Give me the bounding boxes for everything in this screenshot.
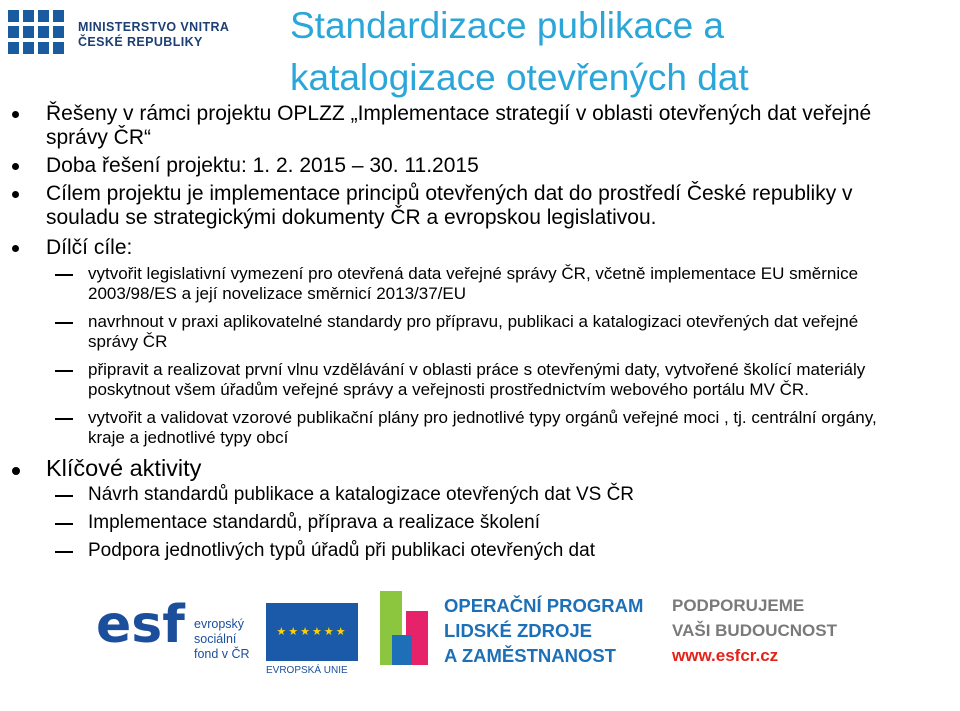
esf-sub-line3: fond v ČR (194, 647, 250, 661)
dash-icon (55, 551, 73, 553)
bullet-text: Řešeny v rámci projektu OPLZZ „Implementace strategií v oblasti otevřených dat veřejné správy ČR“ (46, 102, 872, 149)
subgoal-item (0, 312, 908, 352)
dash-icon (55, 523, 73, 525)
activity-item (0, 484, 908, 506)
subgoal-text: vytvořit legislativní vymezení pro otevřená data veřejné správy ČR, včetně implementace EU směrnice 2003/98/ES a její novelizace směrnicí 2013/37/EU (88, 264, 859, 303)
activity-item (0, 540, 908, 562)
subgoal-text: navrhnout v praxi aplikovatelné standardy pro přípravu, publikaci a katalogizaci otevřených dat veřejné správy ČR (88, 312, 859, 351)
ministry-logo (8, 10, 238, 60)
dash-icon (55, 322, 73, 324)
bullet-dot-icon (12, 245, 19, 252)
activity-item (0, 512, 908, 534)
dash-icon (55, 418, 73, 420)
bullet-goal (0, 182, 926, 230)
esf-sub-line1: evropský (194, 617, 245, 631)
subgoal-item (0, 408, 908, 448)
op-line2: LIDSKÉ ZDROJE (444, 620, 593, 641)
subgoal-text: připravit a realizovat první vlnu vzdělávání v oblasti práce s otevřenými daty, vytvořené školící materiály poskytnout všem úřadům veřejné správy a veřejnosti prostřednictvím webového portálu MV ČR. (88, 360, 866, 399)
eu-label: EVROPSKÁ UNIE (266, 665, 348, 676)
bullet-dot-icon (12, 467, 20, 475)
slide-title (290, 0, 950, 104)
activity-text: Návrh standardů publikace a katalogizace otevřených dat VS ČR (88, 484, 635, 505)
bullet-text: Doba řešení projektu: 1. 2. 2015 – 30. 11.2015 (46, 154, 479, 177)
slide-title-line1: Standardizace publikace a (290, 5, 725, 46)
op-line3: A ZAMĚSTNANOST (444, 645, 616, 666)
support-line1: PODPORUJEME (672, 596, 805, 615)
ministry-name-line2: ČESKÉ REPUBLIKY (78, 35, 203, 49)
esf-logo-subtitle (194, 617, 250, 662)
op-line1: OPERAČNÍ PROGRAM (444, 595, 644, 616)
subgoal-item (0, 264, 908, 304)
bullet-text: Dílčí cíle: (46, 236, 133, 259)
footer-logos (0, 585, 960, 711)
op-logo-text (444, 593, 643, 668)
dash-icon (55, 495, 73, 497)
dash-icon (55, 370, 73, 372)
bullet-subgoals (0, 236, 926, 260)
bullet-text: Klíčové aktivity (46, 455, 202, 481)
esf-logo (96, 589, 356, 676)
dash-icon (55, 274, 73, 276)
ministry-emblem-icon (8, 10, 64, 56)
bullet-project (0, 102, 926, 150)
activity-text: Podpora jednotlivých typů úřadů při publikaci otevřených dat (88, 540, 595, 561)
bullet-dot-icon (12, 111, 19, 118)
eu-flag-icon: ★★★★★★ (266, 603, 358, 661)
op-mark-icon (380, 591, 430, 665)
slide-title-line2: katalogizace otevřených dat (290, 57, 749, 98)
support-slogan (672, 593, 837, 668)
subgoal-text: vytvořit a validovat vzorové publikační plány pro jednotlivé typy orgánů veřejné moci , tj. centrální orgány, kraje a jednotlivé typy obcí (88, 408, 877, 447)
ministry-name-line1: MINISTERSTVO VNITRA (78, 20, 230, 34)
bullet-dot-icon (12, 191, 19, 198)
bullet-dot-icon (12, 163, 19, 170)
bullet-text: Cílem projektu je implementace principů otevřených dat do prostředí České republiky v souladu se strategickými dokumenty ČR a evropskou legislativou. (46, 182, 853, 229)
slide-content (0, 102, 960, 568)
op-logo (380, 587, 660, 677)
activity-text: Implementace standardů, příprava a realizace školení (88, 512, 541, 533)
esf-logo-text: esf (96, 595, 185, 655)
ministry-name (78, 20, 229, 50)
bullet-key-activities (0, 456, 926, 480)
bullet-duration (0, 154, 926, 178)
subgoal-item (0, 360, 908, 400)
support-url: www.esfcr.cz (672, 646, 779, 665)
esf-sub-line2: sociální (194, 632, 237, 646)
support-line2: VAŠI BUDOUCNOST (672, 621, 837, 640)
